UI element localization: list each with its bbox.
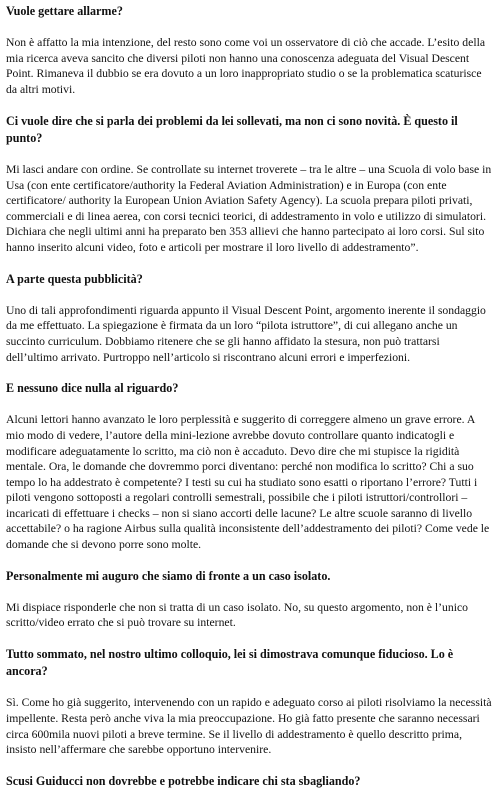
- answer-6: Sì. Come ho già suggerito, intervenendo con un rapido e adeguato corso ai piloti risolviamo la necessità impellente. Resta però anche viva la mia preoccupazione. Ho già fatto presente che saranno necessari circa 600mila nuovi piloti a breve termine. Se il livello di addestramento è quello descritto prima, insisto nell’affermare che sarebbe opportuno intervenire.: [6, 696, 492, 757]
- question-2: Ci vuole dire che si parla dei problemi da lei sollevati, ma non ci sono novità. È questo il punto?: [6, 113, 458, 145]
- interview-document: [6, 3, 492, 805]
- question-4: E nessuno dice nulla al riguardo?: [6, 381, 179, 396]
- question-1: Vuole gettare allarme?: [6, 4, 123, 18]
- question-3: A parte questa pubblicità?: [6, 271, 143, 286]
- answer-2: Mi lasci andare con ordine. Se controllate su internet troverete – tra le altre – una Scuola di volo base in Usa (con ente certificatore/authority la Federal Aviation Administration) e in Europa (con ente certificatore/ authority la European Union Aviation Safety Agency). La scuola prepara piloti privati, commerciali e di linea aerea, con corsi tecnici teorici, di addestramento in volo e utilizzo di simulatori. Dichiara che negli ultimi anni ha preparato ben 353 allievi che hanno partecipato ai loro corsi. Sul sito hanno inserito alcuni video, foto e articoli per mostrare il loro livello di addestramento”.: [6, 162, 492, 254]
- question-7: Scusi Guiducci non dovrebbe e potrebbe indicare chi sta sbagliando?: [6, 773, 361, 788]
- answer-4: Alcuni lettori hanno avanzato le loro perplessità e suggerito di correggere almeno un grave errore. A mio modo di vedere, l’autore della mini-lezione avrebbe dovuto controllare quanto indicatogli e modificare adeguatamente lo scritto, ma ciò non è accaduto. Devo dire che mi stupisce la rigidità mentale. Ora, le domande che dovremmo porci diventano: perché non modifica lo scritto? Chi a suo tempo lo ha addestrato è competente? I testi su cui ha studiato sono esatti o riportano l’errore? Tutti i piloti vengono sottoposti a regolari controlli semestrali, possibile che i piloti istruttori/controllori – incaricati di effettuare i checks – non si siano accorti delle lacune? Le altre scuole saranno di livello accettabile? o ha ragione Airbus sulla qualità inconsistente dell’addestramento dei piloti? Come vede le domande che si devono porre sono molte.: [6, 413, 490, 552]
- question-6: Tutto sommato, nel nostro ultimo colloquio, lei si dimostrava comunque fiducioso. Lo è ancora?: [6, 647, 454, 679]
- answer-3: Uno di tali approfondimenti riguarda appunto il Visual Descent Point, argomento inerente il sondaggio da me effettuato. La spiegazione è firmata da un loro “pilota istruttore”, di cui allegano anche un succinto curriculum. Dobbiamo ritenere che se gli hanno affidato la stesura, non può trattarsi dell’ultimo arrivato. Purtroppo nell’articolo si riscontrano alcuni errori e imperfezioni.: [6, 303, 486, 364]
- answer-1: Non è affatto la mia intenzione, del resto sono come voi un osservatore di ciò che accade. L’esito della mia ricerca aveva sancito che diversi piloti non hanno una conoscenza adeguata del Visual Descent Point. Rimaneva il dubbio se era dovuto a un loro inappropriato studio o se la problematica scaturisce da altri motivi.: [6, 36, 486, 96]
- question-5: Personalmente mi auguro che siamo di fronte a un caso isolato.: [6, 568, 331, 583]
- answer-5: Mi dispiace risponderle che non si tratta di un caso isolato. No, su questo argomento, non è l’unico scritto/video errato che si può trovare su internet.: [6, 600, 468, 630]
